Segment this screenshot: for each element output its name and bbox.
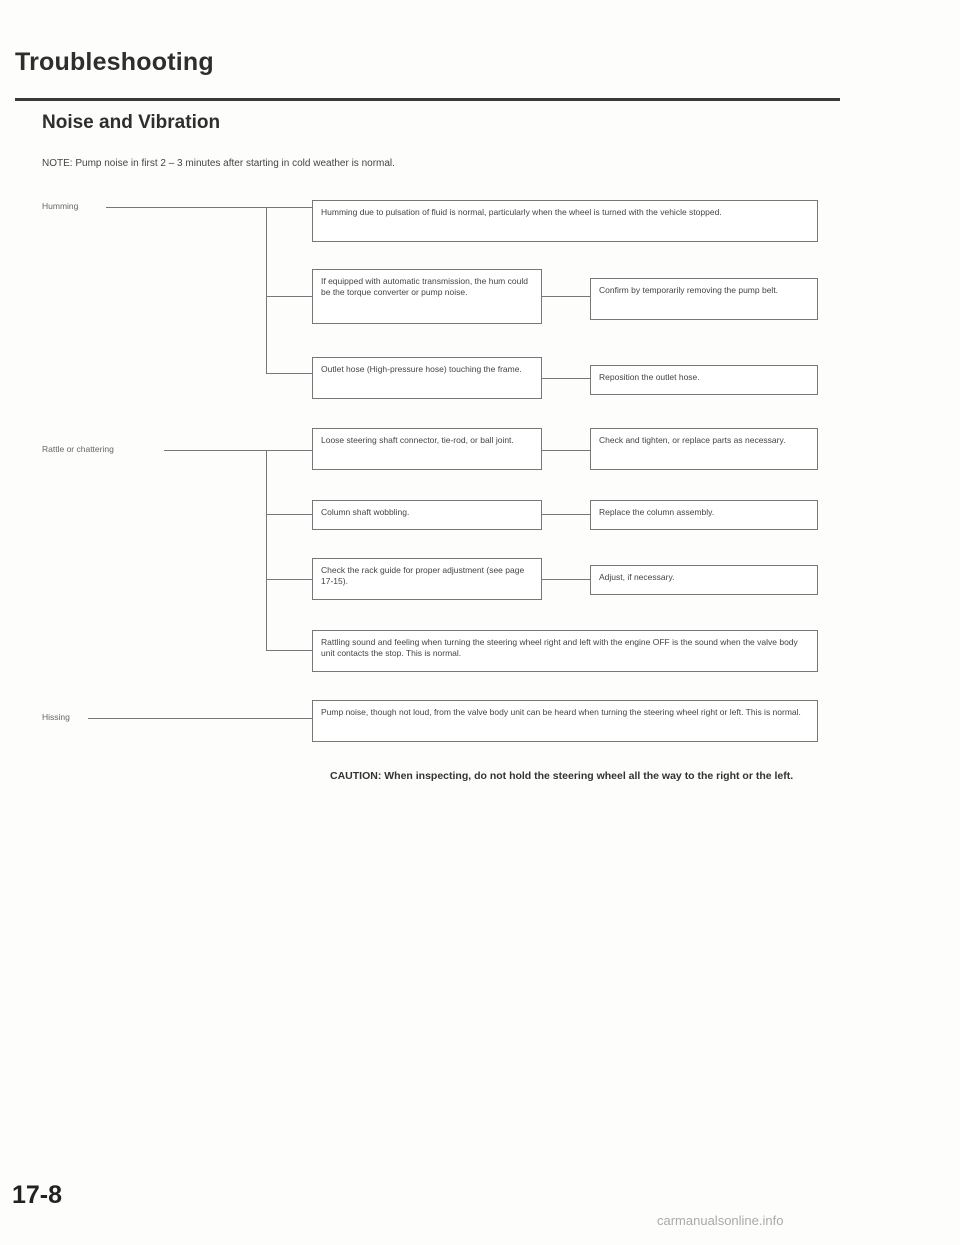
diagnosis-box: Loose steering shaft connector, tie-rod, or ball joint. [312,428,542,470]
remedy-box: Confirm by temporarily removing the pump belt. [590,278,818,320]
connector-line [542,296,590,297]
remedy-box: Replace the column assembly. [590,500,818,530]
connector-line [542,450,590,451]
connector-line [88,718,312,719]
caution-text: CAUTION: When inspecting, do not hold the steering wheel all the way to the right or the left. [330,770,794,782]
title-rule [15,98,840,101]
remedy-box: Adjust, if necessary. [590,565,818,595]
watermark-text: carmanualsonline.info [657,1213,784,1228]
connector-line [266,579,312,580]
connector-line [542,579,590,580]
diagnosis-box: Pump noise, though not loud, from the valve body unit can be heard when turning the steering wheel right or left. This is normal. [312,700,818,742]
diagnosis-box: Outlet hose (High-pressure hose) touching the frame. [312,357,542,399]
connector-line [266,650,312,651]
page-title: Troubleshooting [15,48,214,76]
note-text: NOTE: Pump noise in first 2 – 3 minutes after starting in cold weather is normal. [42,158,395,169]
category-rattle: Rattle or chattering [42,444,114,454]
diagnosis-box: If equipped with automatic transmission, the hum could be the torque converter or pump noise. [312,269,542,324]
connector-line [266,450,267,650]
page-number: 17-8 [12,1181,63,1209]
diagnosis-box: Check the rack guide for proper adjustment (see page 17-15). [312,558,542,600]
connector-line [542,378,590,379]
connector-line [266,207,267,373]
remedy-box: Check and tighten, or replace parts as necessary. [590,428,818,470]
diagnosis-box: Humming due to pulsation of fluid is normal, particularly when the wheel is turned with the vehicle stopped. [312,200,818,242]
connector-line [266,514,312,515]
connector-line [106,207,312,208]
diagnosis-box: Column shaft wobbling. [312,500,542,530]
section-heading: Noise and Vibration [42,112,221,133]
connector-line [164,450,312,451]
category-hissing: Hissing [42,712,70,722]
connector-line [266,296,312,297]
diagnosis-box: Rattling sound and feeling when turning the steering wheel right and left with the engine OFF is the sound when the valve body unit contacts the stop. This is normal. [312,630,818,672]
remedy-box: Reposition the outlet hose. [590,365,818,395]
category-humming: Humming [42,201,79,211]
connector-line [542,514,590,515]
connector-line [266,373,312,374]
